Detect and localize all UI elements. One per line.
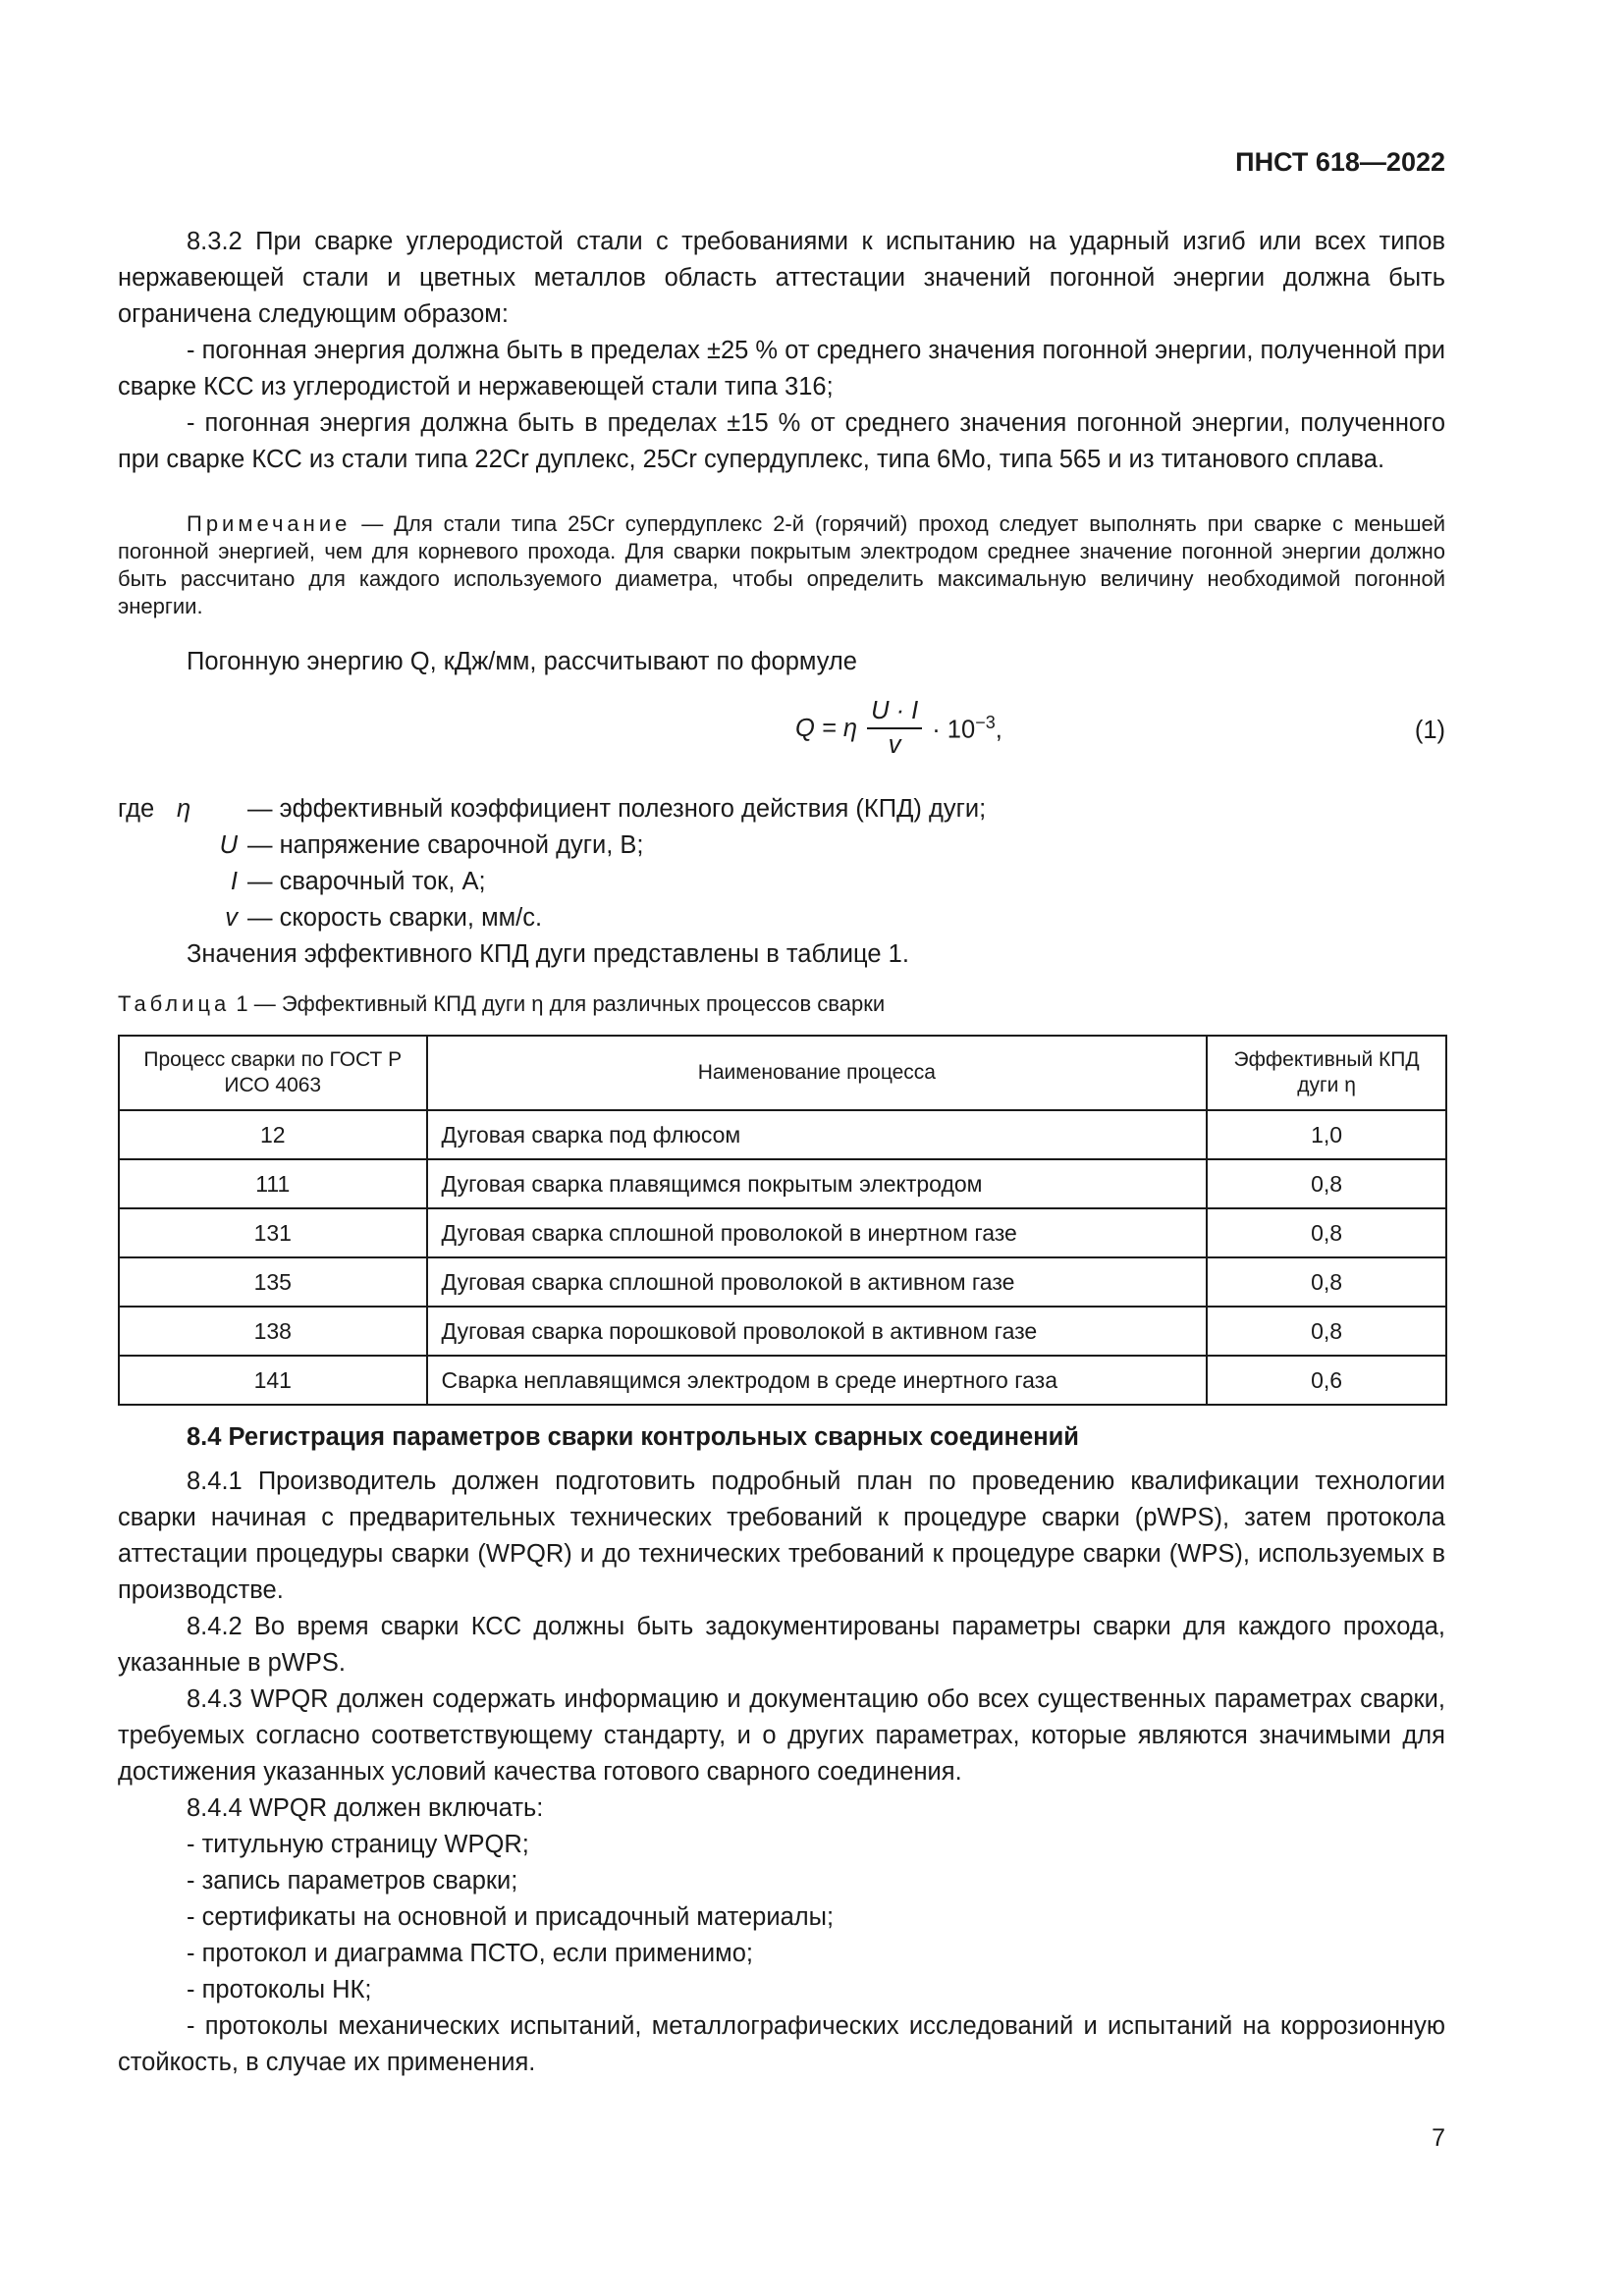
paragraph-8-4-4: 8.4.4 WPQR должен включать: [187,1794,544,1822]
process-code: 131 [119,1208,427,1257]
bullet-item: - погонная энергия должна быть в пределах ±25 % от среднего значения погонной энергии, полученной при сварке КСС из углеродистой и нержавеющей стали типа 316; [118,337,1445,400]
list-item: - запись параметров сварки; [187,1867,518,1895]
paragraph-8-4-3: 8.4.3 WPQR должен содержать информацию и документацию обо всех существенных параметрах сварки, требуемых согласно соответствующему стандарту, и о других параметрах, которые являются значимыми для достижения указанных условий качества готового сварного соединения. [118,1685,1445,1786]
process-name: Сварка неплавящимся электродом в среде инертного газа [427,1356,1208,1405]
process-name: Дуговая сварка плавящимся покрытым электродом [427,1159,1208,1208]
variable-row [118,900,1445,936]
formula-numerator: U · I [867,697,922,729]
variable-desc: — напряжение сварочной дуги, В; [247,831,644,859]
efficiency-table [118,1035,1447,1406]
note-block [118,510,1445,620]
table-header-row [119,1036,1446,1110]
process-code: 12 [119,1110,427,1159]
table-caption [118,991,885,1017]
variable-row [118,864,1445,900]
table-row [119,1110,1446,1159]
table-row [119,1208,1446,1257]
formula-intro: Погонную энергию Q, кДж/мм, рассчитывают по формуле [187,648,857,675]
formula-denominator: v [888,731,901,759]
bullet-item: - погонная энергия должна быть в пределах ±15 % от среднего значения погонной энергии, полученного при сварке КСС из стали типа 22Cr дуплекс, 25Cr супердуплекс, типа 6Mo, типа 565 и из титанового сплава. [118,409,1445,473]
paragraph-8-4-2: 8.4.2 Во время сварки КСС должны быть задокументированы параметры сварки для каждого прохода, указанные в pWPS. [118,1613,1445,1677]
table-reference: Значения эффективного КПД дуги представлены в таблице 1. [187,940,909,968]
where-label: где [118,795,155,823]
variables-block [118,791,1445,973]
list-item: - сертификаты на основной и присадочный материалы; [187,1903,835,1931]
variable-symbol: I [230,868,238,895]
variable-symbol: η [177,795,191,823]
note-label: Примечание [187,511,352,536]
process-name: Дуговая сварка сплошной проволокой в активном газе [427,1257,1208,1307]
section-8-3-2 [118,224,1445,478]
column-header: Наименование процесса [427,1036,1208,1110]
process-code: 111 [119,1159,427,1208]
formula-fraction [867,697,922,760]
process-code: 135 [119,1257,427,1307]
efficiency-value: 0,8 [1207,1257,1446,1307]
table-caption-label: Таблица [118,991,231,1016]
table-row [119,1356,1446,1405]
column-header: Эффективный КПД дуги η [1207,1036,1446,1110]
section-heading: 8.4 Регистрация параметров сварки контрольных сварных соединений [187,1423,1079,1451]
table-caption-text: 1 — Эффективный КПД дуги η для различных процессов сварки [230,991,886,1016]
formula-rhs: · $10^{-3}$, [932,712,1002,744]
efficiency-value: 0,6 [1207,1356,1446,1405]
paragraph-8-4-1: 8.4.1 Производитель должен подготовить подробный план по проведению квалификации технологии сварки начиная с предварительных технических требований к процедуре сварки (pWPS), затем протокола аттестации процедуры сварки (WPQR) и до технических требований к процедуре сварки (WPS), используемых в производстве. [118,1468,1445,1604]
list-item: - протокол и диаграмма ПСТО, если применимо; [187,1940,753,1967]
formula-lhs: Q = η [795,714,858,742]
page-number: 7 [1432,2124,1445,2152]
table-row [119,1307,1446,1356]
note-text: — Для стали типа 25Cr супердуплекс 2-й (горячий) проход следует выполнять при сварке с меньшей погонной энергией, чем для корневого прохода. Для сварки покрытым электродом среднее значение погонной энергии должно быть рассчитано для каждого используемого диаметра, чтобы определить максимальную величину необходимой погонной энергии. [118,511,1445,618]
formula-intro-block [118,644,1445,680]
standard-code: ПНСТ 618—2022 [1235,147,1445,177]
column-header: Процесс сварки по ГОСТ Р ИСО 4063 [119,1036,427,1110]
variable-row [118,828,1445,864]
efficiency-value: 0,8 [1207,1307,1446,1356]
variable-symbol: v [225,904,238,932]
list-item: - титульную страницу WPQR; [187,1831,529,1858]
efficiency-value: 0,8 [1207,1208,1446,1257]
equation-number: (1) [1414,717,1445,744]
efficiency-value: 1,0 [1207,1110,1446,1159]
section-8-4 [118,1419,1445,2081]
variable-desc: — скорость сварки, мм/с. [247,904,543,932]
formula [795,697,1002,760]
process-code: 138 [119,1307,427,1356]
process-name: Дуговая сварка под флюсом [427,1110,1208,1159]
efficiency-value: 0,8 [1207,1159,1446,1208]
process-name: Дуговая сварка сплошной проволокой в инертном газе [427,1208,1208,1257]
variable-desc: — эффективный коэффициент полезного действия (КПД) дуги; [247,795,987,823]
variable-symbol: U [219,831,238,859]
variable-desc: — сварочный ток, А; [247,868,486,895]
table-row [119,1257,1446,1307]
list-item: - протоколы механических испытаний, металлографических исследований и испытаний на коррозионную стойкость, в случае их применения. [118,2012,1445,2076]
formula-row [118,689,1445,775]
formula-exponent: −3 [975,712,996,732]
variable-row [118,791,1445,828]
list-item: - протоколы НК; [187,1976,372,2003]
process-code: 141 [119,1356,427,1405]
paragraph-8-3-2: 8.3.2 При сварке углеродистой стали с требованиями к испытанию на ударный изгиб или всех типов нержавеющей стали и цветных металлов область аттестации значений погонной энергии должна быть ограничена следующим образом: [118,228,1445,328]
table-row [119,1159,1446,1208]
process-name: Дуговая сварка порошковой проволокой в активном газе [427,1307,1208,1356]
